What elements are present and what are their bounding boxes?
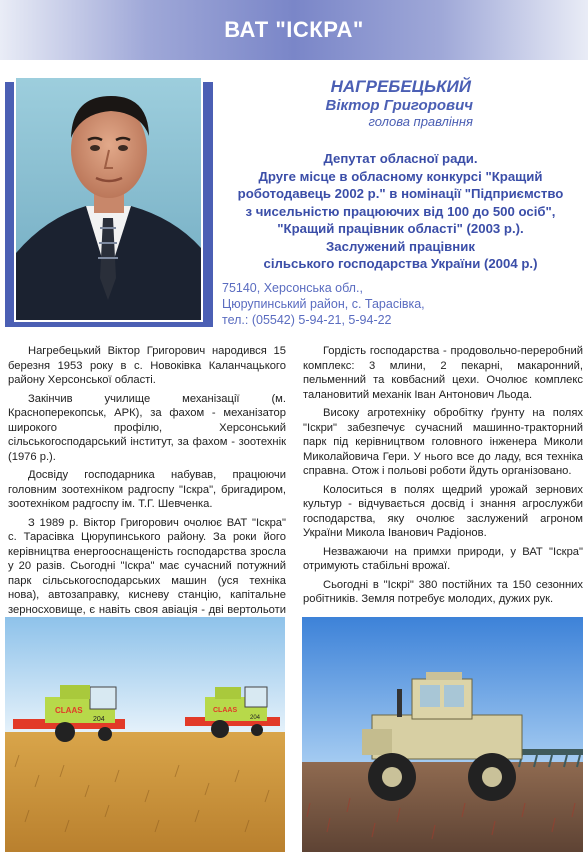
company-column [303,344,583,611]
paragraph: Високу агротехніку обробітку ґрунту на полях "Іскри" забезпечує сучасний машинно-тракторний парк під керівництвом головного інженера Миколи Миколайовича Гери. У нього все до ладу, вся техніка справна. Отож і польові роботи йдуть організовано. [303,407,583,477]
combine-brand-label: CLAAS [213,707,238,714]
paragraph: Сьогодні в "Іскрі" 380 постійних та 150 сезонних робітників. Земля потребує молодих, дужих рук. [303,578,583,605]
combine-number-label: 204 [93,716,105,723]
person-header [218,73,583,129]
paragraph: Закінчив училище механізації (м. Красноперекопськ, АРК), за фахом - механізатор широкого профілю, Херсонський сільськогосподарський інститут, за фахом - зоотехнік (1976 р.). [8,392,286,463]
biography-column [8,344,286,636]
contact-block [222,280,582,328]
paragraph: З 1989 р. Віктор Григорович очолює ВАТ "Іскра" с. Тарасівка Цюрупинського району. За роки його керівництва енергооснащеність господарства зросла у 20 разів. Сьогодні "Іскра" має сучасний потужний парк сільськогосподарських машин (уся техніка нова), автозаправку, кисневу станцію, капітальне зерносховище, є навіть своя авіація - дві вертольоти [8,516,286,616]
person-role: голова правління [368,114,473,129]
paragraph: Незважаючи на примхи природи, у ВАТ "Іскра" отримують стабільні врожаї. [303,545,583,572]
paragraph: Нагребецький Віктор Григорович народився 15 березня 1953 року в с. Новоківка Каланчацького району Херсонської області. [8,345,286,386]
award-line: з чисельністю працюючих від 100 до 500 осіб", [245,203,556,219]
award-line: роботодавець 2002 р." в номінації "Підприємство [237,186,564,201]
award-line: "Кращий працівник області" (2003 р.). [277,221,524,236]
portrait-illustration [16,78,201,320]
portrait-photo [14,76,203,322]
page-title: ВАТ "ІСКРА" [224,17,364,42]
person-given-names: Віктор Григорович [325,97,473,114]
tractor-photo [302,617,583,852]
paragraph: Досвіду господарника набував, працюючи головним зоотехніком радгоспу "Іскра", бригадиром, зоотехніком радгоспу ім. Т.Г. Шевченка. [8,469,286,510]
combines-illustration [5,617,285,852]
award-line: Заслужений працівник [326,238,475,254]
paragraph: Колоситься в полях щедрий урожай зернових культур - відчувається досвід і знання агрослужби господарства, яку очолює заслужений агроном України Микола Іванович Радіонов. [303,483,583,539]
paragraph: Гордість господарства - продовольчо-переробний комплекс: 3 млини, 2 пекарні, макаронний, пельменний та ковбасний цехи. Очолює комплекс талановитий механік Іван Антонович Льода. [303,345,583,401]
award-line: Друге місце в обласному конкурсі "Кращий [258,168,543,184]
contact-address-region: 75140, Херсонська обл., [222,281,363,295]
combine-brand-label: CLAAS [55,706,83,715]
contact-address-district: Цюрупинський район, с. Тарасівка, [222,297,425,311]
awards-block [218,150,583,273]
award-line: Депутат обласної ради. [323,151,478,166]
person-surname: НАГРЕБЕЦЬКИЙ [330,77,471,96]
award-line: сільського господарства України (2004 р.) [263,256,538,271]
combines-photo [5,617,285,852]
contact-phone: тел.: (05542) 5-94-21, 5-94-22 [222,313,392,327]
tractor-illustration [302,617,583,852]
combine-number-label: 204 [250,715,261,721]
